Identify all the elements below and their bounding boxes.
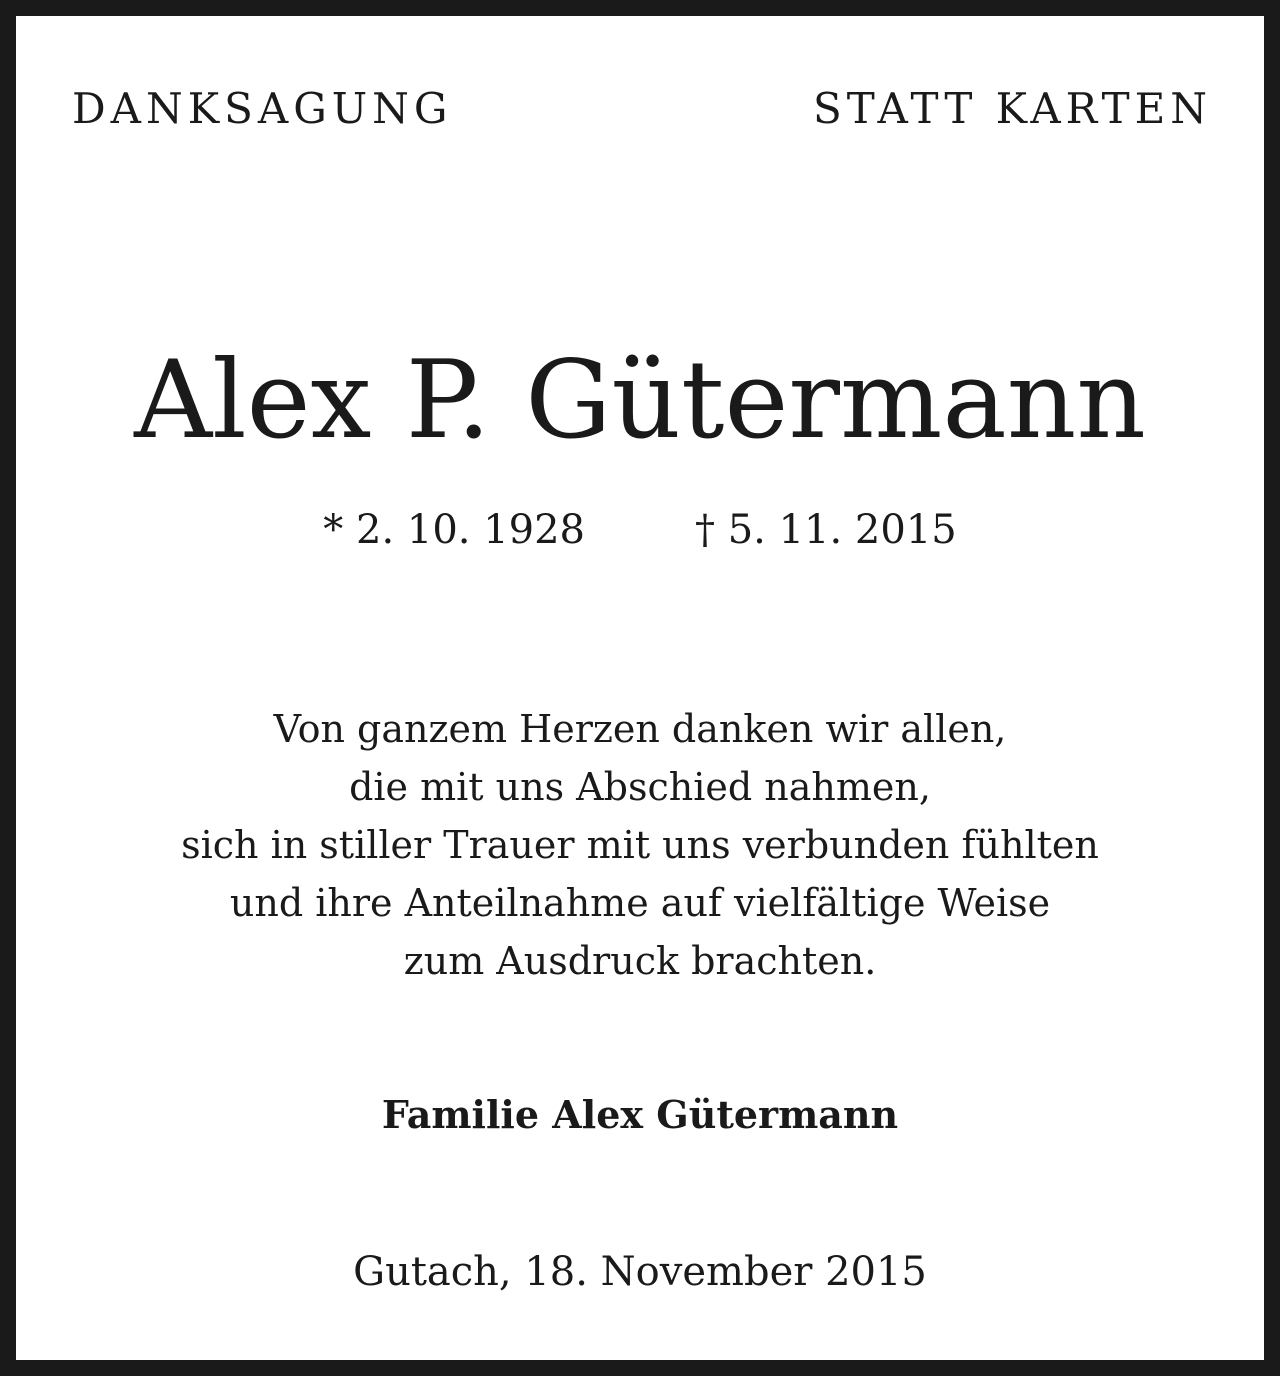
birth-date: * 2. 10. 1928 [323, 507, 585, 553]
message-line: zum Ausdruck brachten. [403, 939, 877, 983]
death-date: † 5. 11. 2015 [695, 507, 957, 553]
family-signature: Familie Alex Gütermann [381, 1092, 899, 1137]
thank-you-message [16, 700, 1264, 990]
message-line: Von ganzem Herzen danken wir allen, [273, 707, 1007, 751]
message-line: sich in stiller Trauer mit uns verbunden fühlten [181, 823, 1099, 867]
message-line: und ihre Anteilnahme auf vielfältige Weise [229, 881, 1051, 925]
notice-subtitle-label: STATT KARTEN [813, 84, 1212, 133]
life-dates [16, 507, 1264, 553]
deceased-name: Alex P. Gütermann [134, 338, 1146, 463]
message-line: die mit uns Abschied nahmen, [349, 765, 931, 809]
notice-type-label: DANKSAGUNG [72, 84, 453, 133]
place-and-date: Gutach, 18. November 2015 [353, 1249, 927, 1295]
